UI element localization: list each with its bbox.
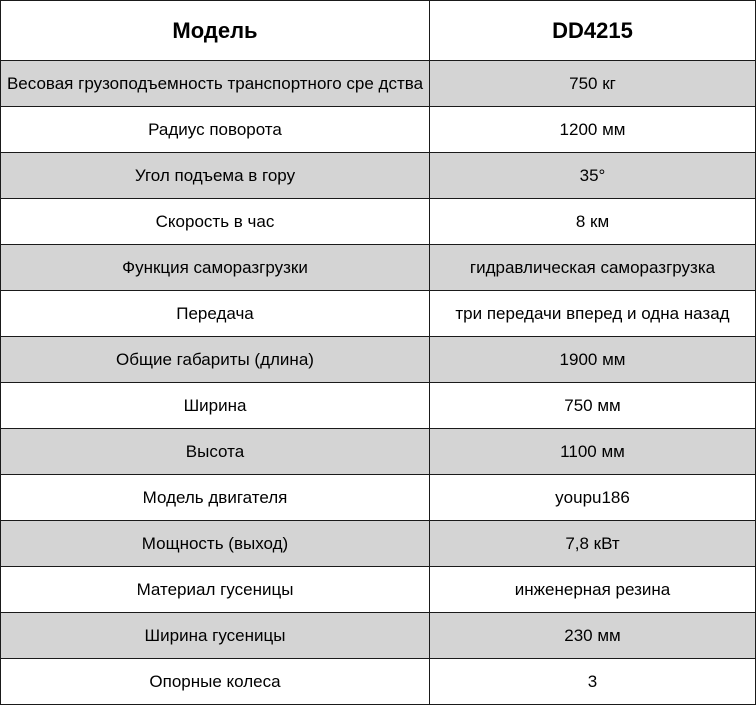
table-row (1, 383, 756, 429)
row-value: 3 (430, 659, 756, 705)
table-row (1, 337, 756, 383)
row-value: гидравлическая саморазгрузка (430, 245, 756, 291)
row-value: 750 кг (430, 61, 756, 107)
row-value: 8 км (430, 199, 756, 245)
row-value: 230 мм (430, 613, 756, 659)
row-value: 1200 мм (430, 107, 756, 153)
table-row (1, 567, 756, 613)
row-value: 35° (430, 153, 756, 199)
row-label: Скорость в час (1, 199, 430, 245)
table-row (1, 107, 756, 153)
table-row (1, 659, 756, 705)
spec-table-header (1, 1, 756, 61)
header-row (1, 1, 756, 61)
table-row (1, 613, 756, 659)
table-row (1, 153, 756, 199)
header-model-value: DD4215 (430, 1, 756, 61)
row-value: 7,8 кВт (430, 521, 756, 567)
row-value: 1100 мм (430, 429, 756, 475)
header-model-label: Модель (1, 1, 430, 61)
row-label: Угол подъема в гору (1, 153, 430, 199)
row-value: инженерная резина (430, 567, 756, 613)
row-label: Высота (1, 429, 430, 475)
row-value: 1900 мм (430, 337, 756, 383)
row-value: 750 мм (430, 383, 756, 429)
row-label: Ширина гусеницы (1, 613, 430, 659)
spec-table-body (1, 61, 756, 705)
table-row (1, 199, 756, 245)
row-value: youpu186 (430, 475, 756, 521)
row-label: Модель двигателя (1, 475, 430, 521)
row-label: Функция саморазгрузки (1, 245, 430, 291)
table-row (1, 291, 756, 337)
row-label: Радиус поворота (1, 107, 430, 153)
table-row (1, 61, 756, 107)
row-label: Весовая грузоподъемность транспортного сре дства (1, 61, 430, 107)
row-label: Передача (1, 291, 430, 337)
row-label: Общие габариты (длина) (1, 337, 430, 383)
row-value: три передачи вперед и одна назад (430, 291, 756, 337)
table-row (1, 245, 756, 291)
table-row (1, 475, 756, 521)
table-row (1, 429, 756, 475)
row-label: Опорные колеса (1, 659, 430, 705)
row-label: Ширина (1, 383, 430, 429)
row-label: Мощность (выход) (1, 521, 430, 567)
table-row (1, 521, 756, 567)
row-label: Материал гусеницы (1, 567, 430, 613)
